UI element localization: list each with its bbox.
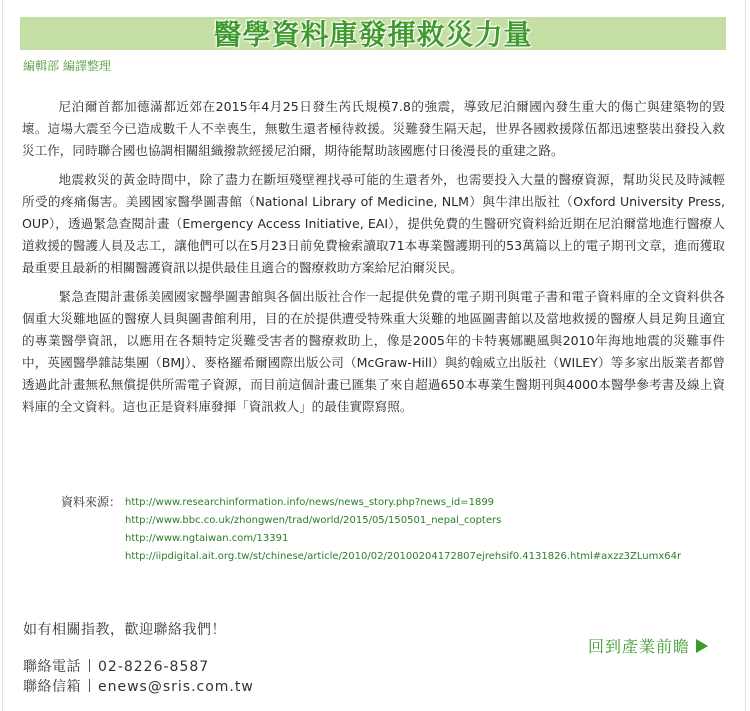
source-link[interactable]: http://www.researchinformation.info/news/news_story.php?news_id=1899 [125,497,495,508]
play-triangle-icon [696,639,708,653]
divider [89,659,90,672]
email-link[interactable]: enews@sris.com.tw [98,679,254,695]
article-paragraph: 緊急查閱計畫係美國國家醫學圖書館與各個出版社合作一起提供免費的電子期刊與電子書和電子資料庫的全文資料供各個重大災難地區的醫療人員與圖書館利用，目的在於提供遭受特殊重大災難的地區圖書館以及當地救援的醫療人員足夠且適宜的專業醫學資訊，以應用在各類特定災難受害者的醫療救助上，像是2005年的卡特裏娜颶風與2010年海地地震的災難事件中，英國醫學雜誌集團（BMJ）、麥格羅希爾國際出版公司（McGraw-Hill）與約翰威立出版社（WILEY）等多家出版業者都曾透過此計畫無私無償提供所需電子資源，而目前這個計畫已匯集了來自超過650本專業生醫期刊與4000本醫學參考書及線上資料庫的全文資料。這也正是資料庫發揮「資訊救人」的最佳實際寫照。 [22,289,725,414]
article-paragraph: 地震救災的黃金時間中，除了盡力在斷垣殘壁裡找尋可能的生還者外，也需要投入大量的醫療資源，幫助災民及時減輕所受的疼痛傷害。美國國家醫學圖書館（National Library of Medicine, NLM）與牛津出版社（Oxford University Press, OUP），透過緊急查閱計畫（Emergency Access Initiative, EAI），提供免費的生醫研究資料給近期在尼泊爾當地進行醫療人道救援的醫護人員及志工，讓他們可以在5月23日前免費檢索讀取71本專業醫護期刊的53萬篇以上的電子期刊文章，進而獲取最重要且最新的相關醫護資訊以提供最佳且適合的醫療救助方案給尼泊爾災民。 [22,172,725,275]
sources-list [125,494,681,566]
phone-number: 02-8226-8587 [98,659,210,675]
article-paragraph: 尼泊爾首都加德滿都近郊在2015年4月25日發生芮氏規模7.8的強震，導致尼泊爾國內發生重大的傷亡與建築物的毀壞。這場大震至今已造成數千人不幸喪生，無數生還者極待救援。災難發生隔天起，世界各國救援隊伍都迅速整裝出發投入救災工作，同時聯合國也協調相關組織撥款經援尼泊爾，期待能幫助該國應付日後漫長的重建之路。 [22,99,725,158]
phone-label: 聯絡電話 [23,659,81,675]
source-link[interactable]: http://www.bbc.co.uk/zhongwen/trad/world/2015/05/150501_nepal_copters [125,515,502,526]
source-link[interactable]: http://iipdigital.ait.org.tw/st/chinese/article/2010/02/20100204172807ejrehsif0.4131826.html#axzz3ZLumx64r [125,551,682,562]
page-title: 醫學資料庫發揮救災力量 [213,18,533,51]
contact-phone-row [23,657,209,677]
back-to-foresight-link[interactable] [588,636,708,658]
sources-label: 資料來源： [61,495,122,509]
contact-email-row [23,677,254,697]
email-label: 聯絡信箱 [23,679,81,695]
contact-prompt: 如有相關指教，歡迎聯絡我們！ [23,622,226,638]
byline: 編輯部 編譯整理 [23,59,111,73]
source-link[interactable]: http://www.ngtaiwan.com/13391 [125,533,289,544]
divider [89,679,90,692]
article-body [22,96,725,425]
title-banner [20,17,726,50]
back-link-label: 回到產業前瞻 [588,637,691,656]
